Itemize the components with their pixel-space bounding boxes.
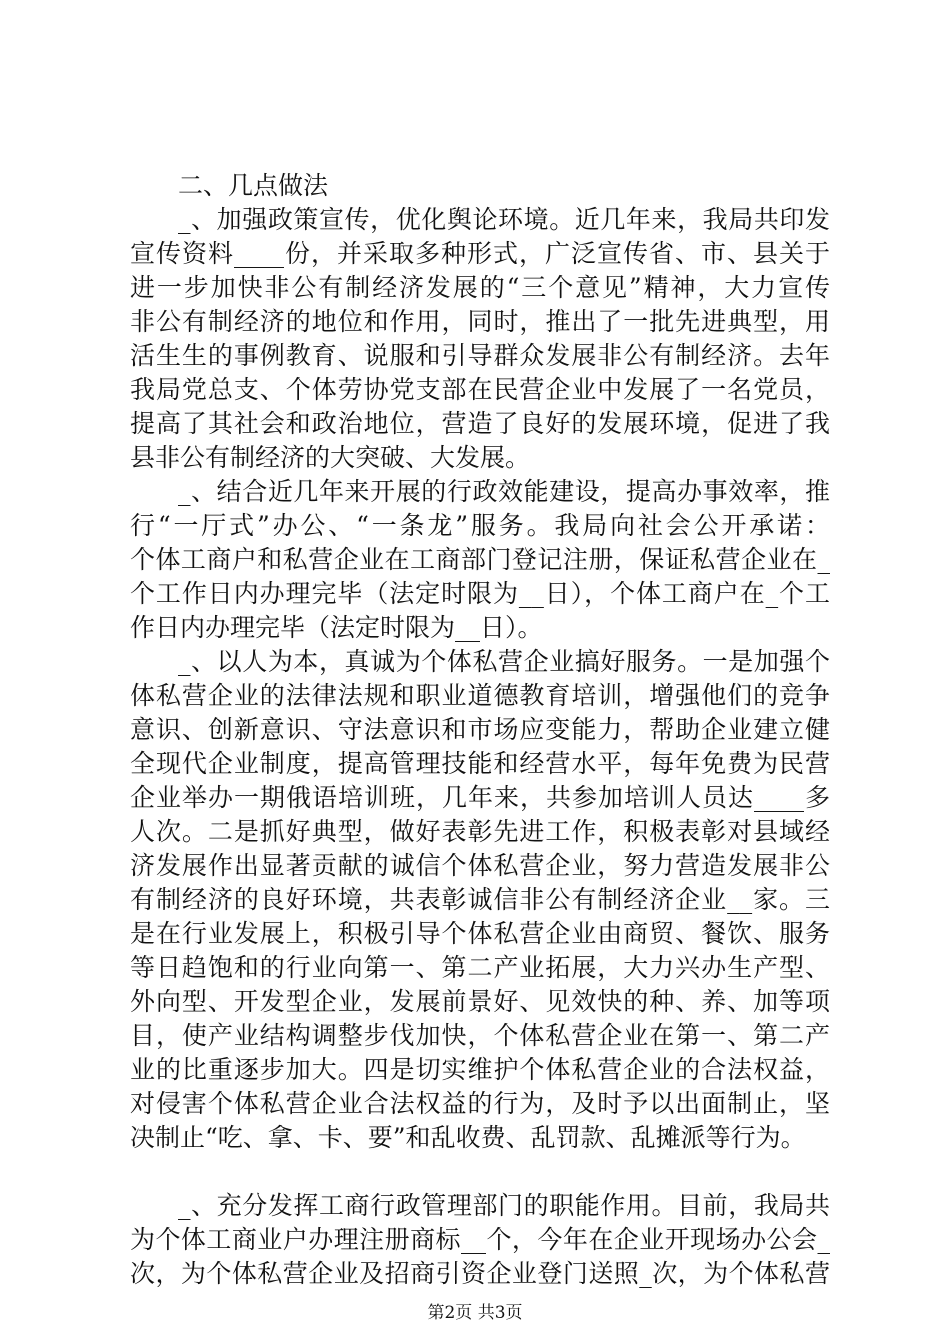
paragraph-line: 宣传资料____份，并采取多种形式，广泛宣传省、市、县关于: [130, 239, 830, 268]
paragraph-line: 非公有制经济的地位和作用，同时，推出了一批先进典型，用: [130, 307, 830, 336]
paragraph-line: _、以人为本，真诚为个体私营企业搞好服务。一是加强个: [178, 647, 830, 676]
paragraph-line: 有制经济的良好环境，共表彰诚信非公有制经济企业__家。三: [130, 885, 830, 914]
section-heading: 二、几点做法: [178, 171, 329, 200]
paragraph-line: 外向型、开发型企业，发展前景好、见效快的种、养、加等项: [130, 987, 830, 1016]
paragraph-line: 济发展作出显著贡献的诚信个体私营企业，努力营造发展非公: [130, 851, 830, 880]
paragraph-line: 次，为个体私营企业及招商引资企业登门送照_次，为个体私营: [130, 1259, 830, 1288]
paragraph-line: _、充分发挥工商行政管理部门的职能作用。目前，我局共: [178, 1191, 830, 1220]
page-number-footer: 第2页 共3页: [427, 1303, 523, 1323]
paragraph-3: [130, 645, 830, 1155]
paragraph-line: 个工作日内办理完毕（法定时限为__日），个体工商户在_个工: [130, 579, 830, 608]
paragraph-line: 对侵害个体私营企业合法权益的行为，及时予以出面制止，坚: [130, 1089, 830, 1118]
document-body: [130, 169, 830, 1291]
paragraph-4: [130, 1189, 830, 1291]
paragraph-line: 目，使产业结构调整步伐加快，个体私营企业在第一、第二产: [130, 1021, 830, 1050]
paragraph-line: 行“一厅式”办公、“一条龙”服务。我局向社会公开承诺：: [130, 511, 830, 540]
paragraph-line: 意识、创新意识、守法意识和市场应变能力，帮助企业建立健: [130, 715, 830, 744]
paragraph-2: [130, 475, 830, 645]
paragraph-line: 县非公有制经济的大突破、大发展。: [130, 443, 531, 472]
paragraph-line: 个体工商户和私营企业在工商部门登记注册，保证私营企业在_: [130, 545, 830, 574]
paragraph-line: 作日内办理完毕（法定时限为__日）。: [130, 613, 543, 642]
paragraph-line: 进一步加快非公有制经济发展的“三个意见”精神，大力宣传: [130, 273, 830, 302]
paragraph-line: 我局党总支、个体劳协党支部在民营企业中发展了一名党员，: [130, 375, 830, 404]
paragraph-1: [130, 203, 830, 475]
paragraph-line: 等日趋饱和的行业向第一、第二产业拓展，大力兴办生产型、: [130, 953, 830, 982]
paragraph-line: 体私营企业的法律法规和职业道德教育培训，增强他们的竞争: [130, 681, 830, 710]
paragraph-line: 业的比重逐步加大。四是切实维护个体私营企业的合法权益，: [130, 1055, 830, 1084]
paragraph-spacer: [130, 1155, 830, 1189]
paragraph-line: 人次。二是抓好典型，做好表彰先进工作，积极表彰对县域经: [130, 817, 830, 846]
paragraph-line: _、加强政策宣传，优化舆论环境。近几年来，我局共印发: [178, 205, 830, 234]
paragraph-line: 是在行业发展上，积极引导个体私营企业由商贸、餐饮、服务: [130, 919, 830, 948]
paragraph-line: 活生生的事例教育、说服和引导群众发展非公有制经济。去年: [130, 341, 830, 370]
paragraph-line: 决制止“吃、拿、卡、要”和乱收费、乱罚款、乱摊派等行为。: [130, 1123, 806, 1152]
paragraph-line: 为个体工商业户办理注册商标__个，今年在企业开现场办公会_: [130, 1225, 830, 1254]
paragraph-line: 企业举办一期俄语培训班，几年来，共参加培训人员达____多: [130, 783, 830, 812]
paragraph-line: 全现代企业制度，提高管理技能和经营水平，每年免费为民营: [130, 749, 830, 778]
paragraph-line: _、结合近几年来开展的行政效能建设，提高办事效率，推: [178, 477, 830, 506]
paragraph-line: 提高了其社会和政治地位，营造了良好的发展环境，促进了我: [130, 409, 830, 438]
